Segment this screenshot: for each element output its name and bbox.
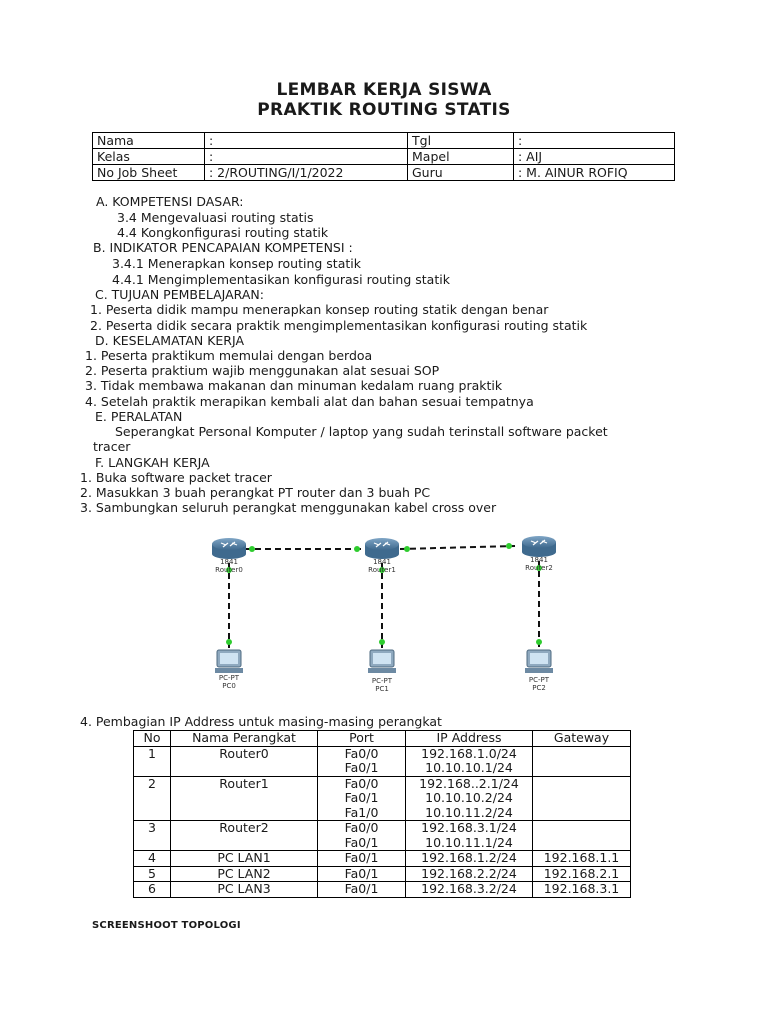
table-row: [134, 746, 631, 776]
info-label: Kelas: [93, 149, 205, 165]
cell-gateway: [533, 821, 631, 851]
line-langkah-4: 4. Pembagian IP Address untuk masing-masing perangkat: [80, 714, 442, 729]
cell-no: 1: [134, 746, 171, 776]
cell-no: 5: [134, 866, 171, 882]
pc-icon: [368, 650, 396, 673]
section-keselamatan: D. KESELAMATAN KERJA: [95, 333, 245, 348]
router0-model: 1841: [220, 558, 238, 566]
table-row: [134, 851, 631, 867]
cell-gateway: [533, 776, 631, 821]
cell-gateway: [533, 746, 631, 776]
col-no: No: [134, 731, 171, 747]
cell-ip: 192.168.2.2/24: [406, 866, 533, 882]
cell-port: Fa0/0 Fa0/1 Fa1/0: [318, 776, 406, 821]
pc0-model: PC-PT: [218, 674, 240, 682]
cell-ip: 192.168.1.0/24 10.10.10.1/24: [406, 746, 533, 776]
col-device: Nama Perangkat: [171, 731, 318, 747]
info-row-nama: [93, 133, 675, 149]
col-gateway: Gateway: [533, 731, 631, 747]
cell-ip: 192.168.3.1/24 10.10.11.1/24: [406, 821, 533, 851]
router0-label: Router0: [215, 566, 243, 574]
cell-no: 6: [134, 882, 171, 898]
cell-port: Fa0/0 Fa0/1: [318, 821, 406, 851]
section-indikator: B. INDIKATOR PENCAPAIAN KOMPETENSI :: [93, 240, 353, 255]
pc2-label: PC2: [532, 684, 546, 692]
info-value: : 2/ROUTING/I/1/2022: [205, 165, 408, 181]
info-value: :: [205, 133, 408, 149]
cell-gateway: 192.168.2.1: [533, 866, 631, 882]
worksheet-subtitle: PRAKTIK ROUTING STATIS: [257, 100, 511, 120]
info-value: : M. AINUR ROFIQ: [514, 165, 675, 181]
line-ipk-4-4-1: 4.4.1 Mengimplementasikan konfigurasi routing statik: [112, 272, 450, 287]
cell-no: 4: [134, 851, 171, 867]
cell-device: PC LAN3: [171, 882, 318, 898]
network-topology-diagram: [195, 530, 575, 700]
worksheet-title: LEMBAR KERJA SISWA: [276, 80, 492, 100]
cell-device: Router2: [171, 821, 318, 851]
line-k3-1: 1. Peserta praktikum memulai dengan berdoa: [85, 348, 373, 363]
router1-model: 1841: [373, 558, 391, 566]
info-value: :: [205, 149, 408, 165]
line-tujuan-2: 2. Peserta didik secara praktik mengimplementasikan konfigurasi routing statik: [90, 318, 588, 333]
student-info-table: [92, 132, 675, 181]
info-label: Tgl: [408, 133, 514, 149]
pc-icon: [215, 650, 243, 673]
table-row: [134, 776, 631, 821]
line-k3-4: 4. Setelah praktik merapikan kembali alat dan bahan sesuai tempatnya: [85, 394, 534, 409]
pc1-model: PC-PT: [371, 677, 393, 685]
line-langkah-2: 2. Masukkan 3 buah perangkat PT router dan 3 buah PC: [80, 485, 431, 500]
info-label: Mapel: [408, 149, 514, 165]
cell-gateway: 192.168.3.1: [533, 882, 631, 898]
section-kompetensi: A. KOMPETENSI DASAR:: [96, 194, 244, 209]
cell-ip: 192.168.1.2/24: [406, 851, 533, 867]
cell-device: Router0: [171, 746, 318, 776]
line-ipk-3-4-1: 3.4.1 Menerapkan konsep routing statik: [112, 256, 361, 271]
cell-no: 3: [134, 821, 171, 851]
info-row-kelas: [93, 149, 675, 165]
section-tujuan: C. TUJUAN PEMBELAJARAN:: [95, 287, 264, 302]
pc1-label: PC1: [375, 685, 389, 693]
line-peralatan: Seperangkat Personal Komputer / laptop yang sudah terinstall software packet: [115, 424, 608, 439]
line-langkah-3: 3. Sambungkan seluruh perangkat menggunakan kabel cross over: [80, 500, 497, 515]
cell-device: Router1: [171, 776, 318, 821]
info-value: : AIJ: [514, 149, 675, 165]
info-label: Guru: [408, 165, 514, 181]
cell-gateway: 192.168.1.1: [533, 851, 631, 867]
pc0-label: PC0: [222, 682, 236, 690]
line-tujuan-1: 1. Peserta didik mampu menerapkan konsep routing statik dengan benar: [90, 302, 549, 317]
line-peralatan-cont: tracer: [93, 439, 131, 454]
pc-icon: [525, 650, 553, 673]
router-icon: [522, 536, 556, 557]
cell-ip: 192.168.3.2/24: [406, 882, 533, 898]
table-row: [134, 821, 631, 851]
info-value: :: [514, 133, 675, 149]
line-langkah-1: 1. Buka software packet tracer: [80, 470, 272, 485]
router-icon: [365, 538, 399, 559]
line-kd-4-4: 4.4 Kongkonfigurasi routing statik: [117, 225, 329, 240]
cell-port: Fa0/1: [318, 866, 406, 882]
ip-address-table: [133, 730, 631, 898]
cell-device: PC LAN1: [171, 851, 318, 867]
line-k3-3: 3. Tidak membawa makanan dan minuman kedalam ruang praktik: [85, 378, 503, 393]
line-kd-3-4: 3.4 Mengevaluasi routing statis: [117, 210, 314, 225]
ip-table-header: [134, 731, 631, 747]
router2-model: 1841: [530, 556, 548, 564]
cell-device: PC LAN2: [171, 866, 318, 882]
table-row: [134, 882, 631, 898]
pc2-model: PC-PT: [528, 676, 550, 684]
cell-port: Fa0/1: [318, 851, 406, 867]
section-peralatan: E. PERALATAN: [95, 409, 183, 424]
info-row-jobsheet: [93, 165, 675, 181]
cell-port: Fa0/0 Fa0/1: [318, 746, 406, 776]
cell-port: Fa0/1: [318, 882, 406, 898]
cell-no: 2: [134, 776, 171, 821]
info-label: Nama: [93, 133, 205, 149]
line-k3-2: 2. Peserta praktium wajib menggunakan alat sesuai SOP: [85, 363, 440, 378]
col-ip: IP Address: [406, 731, 533, 747]
router1-label: Router1: [368, 566, 396, 574]
router-icon: [212, 538, 246, 559]
screenshot-topology-heading: SCREENSHOOT TOPOLOGI: [92, 920, 241, 931]
cell-ip: 192.168..2.1/24 10.10.10.2/24 10.10.11.2/24: [406, 776, 533, 821]
table-row: [134, 866, 631, 882]
router2-label: Router2: [525, 564, 553, 572]
col-port: Port: [318, 731, 406, 747]
section-langkah: F. LANGKAH KERJA: [95, 455, 210, 470]
info-label: No Job Sheet: [93, 165, 205, 181]
